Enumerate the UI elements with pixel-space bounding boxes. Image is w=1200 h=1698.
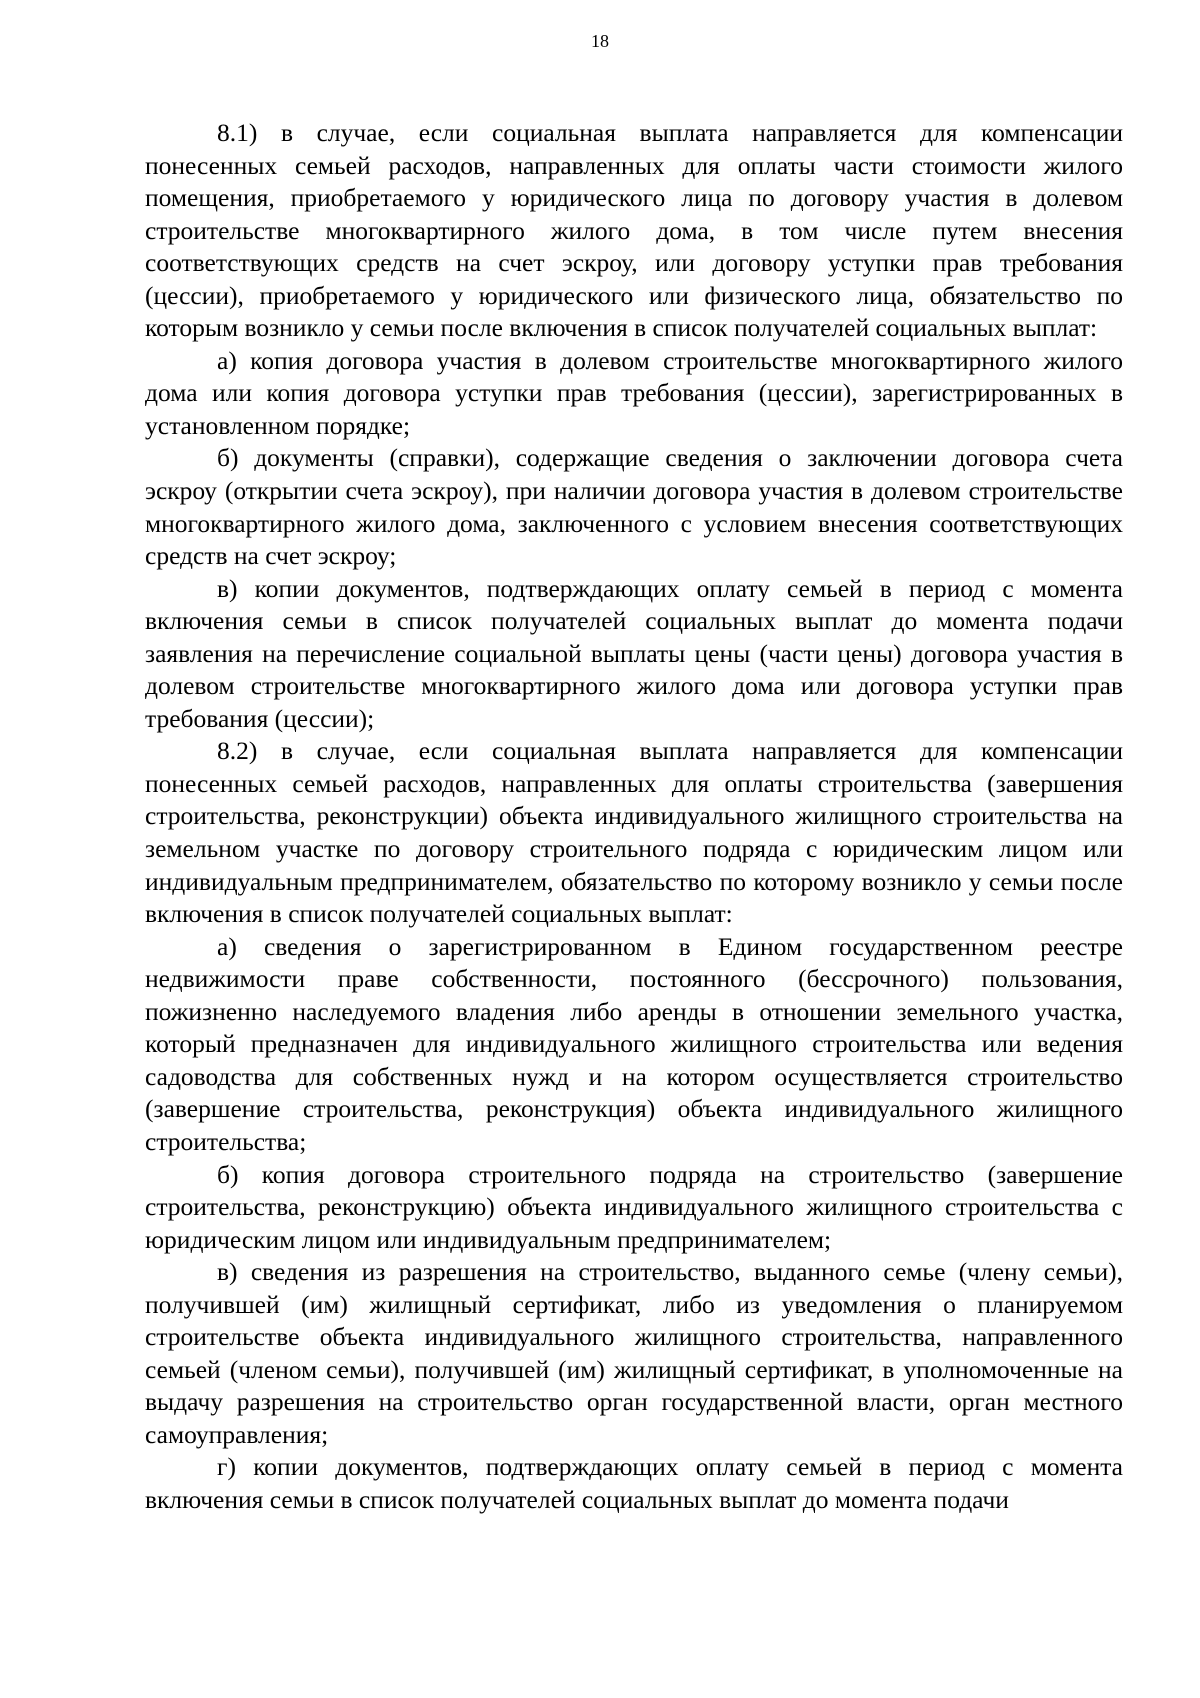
clause-8-2-item-a: а) сведения о зарегистрированном в Едином государственном реестре недвижимости праве собственности, постоянного (бессрочного) пользования, пожизненно наследуемого владения либо аренды в отношении земельного участка, который предназначен для индивидуального жилищного строительства или ведения садоводства для собственных нужд и на котором осуществляется строительство (завершение строительства, реконструкция) объекта индивидуального жилищного строительства; [145, 931, 1123, 1156]
clause-8-2-item-v: в) сведения из разрешения на строительство, выданного семье (члену семьи), получившей (им) жилищный сертификат, либо из уведомления о планируемом строительстве объекта индивидуального жилищного строительства, направленного семьей (членом семьи), получившей (им) жилищный сертификат, в уполномоченные на выдачу разрешения на строительство орган государственной власти, орган местного самоуправления; [145, 1257, 1123, 1449]
clause-8-1: 8.1) в случае, если социальная выплата направляется для компенсации понесенных семьей расходов, направленных для оплаты части стоимости жилого помещения, приобретаемого у юридического лица по договору участия в долевом строительстве многоквартирного жилого дома, в том числе путем внесения соответствующих средств на счет эскроу, или договору уступки прав требования (цессии), приобретаемого у юридического или физического лица, обязательство по которым возникло у семьи после включения в список получателей социальных выплат: [145, 118, 1123, 343]
clause-8-1-item-b: б) документы (справки), содержащие сведения о заключении договора счета эскроу (открытии счета эскроу), при наличии договора участия в долевом строительстве многоквартирного жилого дома, заключенного с условием внесения соответствующих средств на счет эскроу; [145, 443, 1123, 571]
clause-8-2: 8.2) в случае, если социальная выплата направляется для компенсации понесенных семьей расходов, направленных для оплаты строительства (завершения строительства, реконструкции) объекта индивидуального жилищного строительства на земельном участке по договору строительного подряда с юридическим лицом или индивидуальным предпринимателем, обязательство по которому возникло у семьи после включения в список получателей социальных выплат: [145, 736, 1123, 929]
document-body [145, 117, 1123, 1517]
page-number: 18 [591, 31, 609, 51]
clause-8-2-item-b: б) копия договора строительного подряда на строительство (завершение строительства, реконструкцию) объекта индивидуального жилищного строительства с юридическим лицом или индивидуальным предпринимателем; [145, 1159, 1123, 1254]
clause-8-1-item-a: а) копия договора участия в долевом строительстве многоквартирного жилого дома или копия договора уступки прав требования (цессии), зарегистрированных в установленном порядке; [145, 345, 1123, 440]
clause-8-1-item-v: в) копии документов, подтверждающих оплату семьей в период с момента включения семьи в список получателей социальных выплат до момента подачи заявления на перечисление социальной выплаты цены (части цены) договора участия в долевом строительстве многоквартирного жилого дома или договора уступки прав требования (цессии); [145, 573, 1123, 733]
clause-8-2-item-g: г) копии документов, подтверждающих оплату семьей в период с момента включения семьи в список получателей социальных выплат до момента подачи [145, 1452, 1123, 1514]
